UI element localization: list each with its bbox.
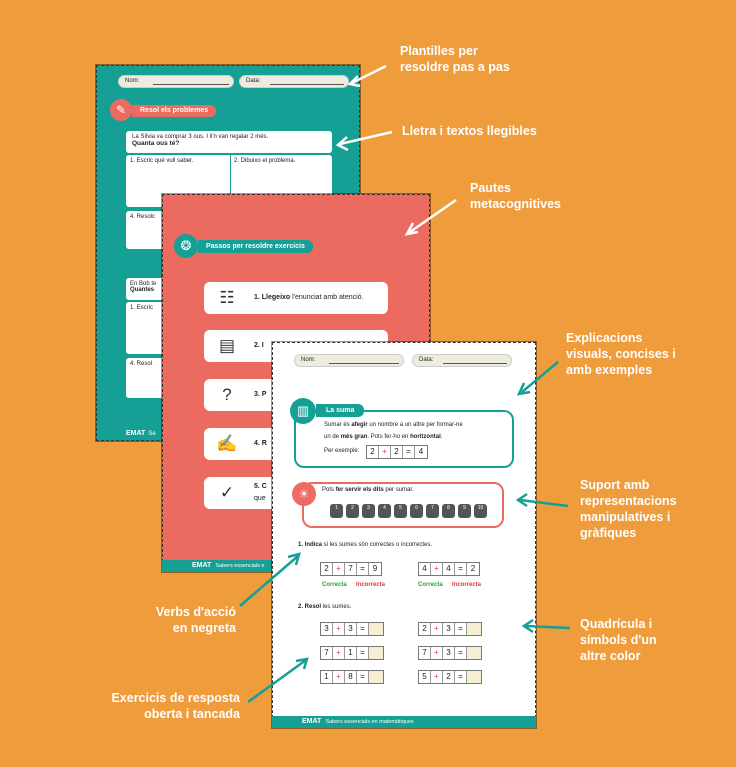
- callout-line: oberta i tancada: [144, 707, 240, 721]
- finger-counter: 2: [346, 504, 359, 518]
- name-label: Nom:: [301, 357, 316, 363]
- finger-counter: 10: [474, 504, 487, 518]
- callout-manipulatives: [580, 477, 677, 541]
- num: 3: [345, 623, 357, 635]
- check-icon: ✓: [219, 483, 235, 502]
- ex2-verb: 2. Resol: [298, 604, 322, 610]
- callout-line: amb exemples: [566, 363, 653, 377]
- op: =: [455, 623, 467, 635]
- problem-question: Quanta ous té?: [132, 140, 180, 147]
- num: 2: [367, 446, 379, 458]
- white-arrows: [338, 66, 456, 234]
- op: =: [455, 647, 467, 659]
- callout-line: manipulatives i: [580, 510, 671, 524]
- op: +: [431, 563, 443, 575]
- text: per sumar.: [383, 487, 414, 493]
- reading-icon: ☷: [219, 288, 235, 307]
- grid-col1: 1. Escric què vull saber.: [130, 158, 194, 164]
- callout-line: representacions: [580, 494, 677, 508]
- op: =: [357, 671, 369, 683]
- teal-arrows: [240, 362, 570, 702]
- arrow: [526, 626, 570, 628]
- step5-bold: 5. C: [254, 483, 267, 490]
- bold-text: més gran: [340, 434, 368, 440]
- text: un nombre a un altre per formar-ne: [367, 422, 463, 428]
- problem-text: La Sílvia va comprar 3 ous. I li'n van regalar 2 més.: [132, 134, 269, 140]
- finger-counter: 7: [426, 504, 439, 518]
- step5-text: que: [254, 495, 266, 502]
- solve2-label: 4. Resol: [130, 361, 153, 367]
- solve-label: 4. Resolc: [130, 214, 156, 220]
- op: +: [431, 671, 443, 683]
- callout-line: Quadrícula i: [580, 617, 653, 631]
- text: . Pots fer-ho en: [367, 434, 411, 440]
- step4-bold: 4. R: [254, 440, 267, 447]
- op: +: [431, 623, 443, 635]
- problem2-text: En Bob te: [130, 281, 157, 287]
- callout-line: altre color: [580, 649, 641, 663]
- grid-col2: 2. Dibuixo el problema.: [234, 158, 296, 164]
- callout-line: Plantilles per: [400, 44, 478, 58]
- callout-line: visuals, concises i: [566, 347, 676, 361]
- callout-metacognitive: [470, 180, 561, 212]
- callout-line: Explicacions: [566, 331, 643, 345]
- correct-option-1[interactable]: Correcta: [322, 582, 347, 588]
- book-pointer-icon: ▤: [218, 336, 236, 355]
- example-label: Per exemple:: [324, 448, 360, 454]
- step1-text: l'enunciat amb atenció.: [290, 294, 364, 301]
- badge: Resol els problemes: [132, 105, 216, 117]
- op: +: [333, 563, 345, 575]
- callout-line: Verbs d'acció: [155, 605, 236, 619]
- num: 4: [419, 563, 431, 575]
- callout-line: Pautes: [470, 181, 511, 195]
- num: 1: [345, 647, 357, 659]
- num: 3: [321, 623, 333, 635]
- num: 3: [443, 623, 455, 635]
- ex1-text: si les sumes són correctes o incorrectes.: [322, 542, 433, 548]
- op: +: [333, 623, 345, 635]
- writing-icon: ✍: [216, 434, 238, 453]
- bold-text: horitzontal: [410, 434, 441, 440]
- num: 2: [470, 564, 476, 573]
- step1-bold: 1. Llegeixo: [254, 294, 291, 301]
- num: 2: [321, 563, 333, 575]
- concept-title: La suma: [316, 404, 364, 417]
- op: =: [357, 647, 369, 659]
- incorrect-option-2[interactable]: Incorrecta: [452, 582, 482, 588]
- num: 8: [345, 671, 357, 683]
- grid2-col1: 1. Escric: [130, 305, 154, 311]
- text: Sumar és: [324, 422, 352, 428]
- callout-line: símbols d'un: [580, 633, 657, 647]
- ex1-verb: 1. Indica: [298, 542, 323, 548]
- text: Pots: [322, 487, 336, 493]
- text: .: [440, 434, 443, 440]
- brain-icon: ❂: [174, 234, 198, 258]
- callout-verbs: [140, 604, 236, 636]
- num: 2: [391, 446, 403, 458]
- callout-exercises: [86, 690, 240, 722]
- finger-counter: 8: [442, 504, 455, 518]
- callout-templates: [400, 43, 510, 75]
- op: =: [403, 446, 415, 458]
- text: un de: [324, 434, 341, 440]
- callout-line: metacognitives: [470, 197, 562, 211]
- pencil-icon: ✎: [110, 99, 132, 121]
- correct-option-2[interactable]: Correcta: [418, 582, 443, 588]
- bold-text: fer servir els dits: [335, 487, 384, 493]
- callout-explanations: [566, 330, 676, 378]
- num: 7: [419, 647, 431, 659]
- op: =: [357, 563, 369, 575]
- problem2-question: Quantes: [130, 287, 155, 293]
- date-label: Data:: [419, 357, 434, 363]
- op: +: [431, 647, 443, 659]
- num: 2: [443, 671, 455, 683]
- arrow: [522, 362, 558, 392]
- callout-grid-symbols: [580, 616, 657, 664]
- finger-counter: 3: [362, 504, 375, 518]
- finger-counter: 4: [378, 504, 391, 518]
- num: 2: [419, 623, 431, 635]
- num: 4: [418, 447, 424, 456]
- step2-bold: 2. I: [254, 342, 264, 349]
- callout-line: Suport amb: [580, 478, 650, 492]
- finger-counter: 5: [394, 504, 407, 518]
- book-icon: ▥: [290, 398, 316, 424]
- op: +: [333, 647, 345, 659]
- num: 9: [372, 564, 378, 573]
- callout-legible: Lletra i textos llegibles: [402, 124, 537, 138]
- num: 7: [345, 563, 357, 575]
- num: 5: [419, 671, 431, 683]
- callout-line: resoldre pas a pas: [400, 60, 510, 74]
- footer-text: Sabers essencials e: [215, 563, 265, 569]
- arrow: [248, 660, 306, 702]
- op: +: [379, 446, 391, 458]
- emat-logo: EMAT: [126, 430, 146, 437]
- finger-counter: 1: [330, 504, 343, 518]
- arrow: [352, 66, 386, 83]
- callout-line: gràfiques: [580, 526, 637, 540]
- arrow: [240, 556, 298, 606]
- ex2-text: les sumes.: [321, 604, 352, 610]
- op: +: [333, 671, 345, 683]
- arrow: [340, 132, 392, 144]
- date-label: Data:: [246, 78, 261, 84]
- incorrect-option-1[interactable]: Incorrecta: [356, 582, 386, 588]
- lightbulb-icon: ☀: [292, 482, 316, 506]
- arrow: [410, 200, 456, 232]
- finger-counter: 9: [458, 504, 471, 518]
- num: 7: [321, 647, 333, 659]
- question-icon: ?: [222, 385, 232, 404]
- op: =: [455, 563, 467, 575]
- num: 3: [443, 647, 455, 659]
- footer-text: Sabers essencials en matemàtiques: [325, 719, 414, 725]
- num: 1: [321, 671, 333, 683]
- callout-line: en negreta: [172, 621, 236, 635]
- bold-text: afegir: [351, 422, 368, 428]
- callout-line: Exercicis de resposta: [111, 691, 240, 705]
- emat-logo: EMAT: [192, 562, 212, 569]
- op: =: [455, 671, 467, 683]
- step3-bold: 3. P: [254, 391, 267, 398]
- num: 4: [443, 563, 455, 575]
- footer-text: Se: [148, 431, 156, 437]
- steps-title: Passos per resoldre exercicis: [198, 240, 313, 253]
- name-label: Nom:: [125, 78, 140, 84]
- finger-counter: 6: [410, 504, 423, 518]
- op: =: [357, 623, 369, 635]
- emat-logo: EMAT: [302, 718, 322, 725]
